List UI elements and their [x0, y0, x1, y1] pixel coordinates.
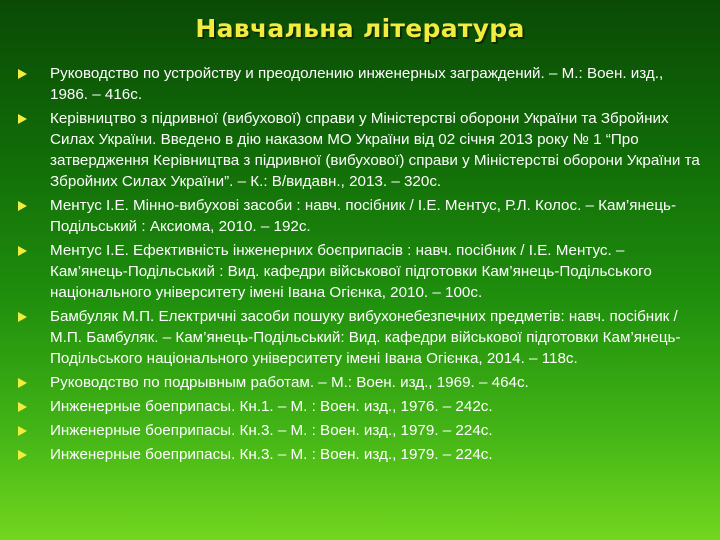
triangle-bullet-icon: [18, 201, 27, 211]
reference-list: [14, 63, 700, 468]
triangle-bullet-icon: [18, 246, 27, 256]
reference-text: Керівництво з підривної (вибухової) справи у Міністерстві оборони України та Збройних Силах України. Введено в дію наказом МО України від 02 січня 2013 року № 1 “Про затвердження Керівництва з підривної (вибухової) справи у Міністерстві оборони України та Збройних Силах України”. – К.: В/видавн., 2013. – 320с.: [50, 110, 700, 190]
triangle-bullet-icon: [18, 378, 27, 388]
reference-text: Руководство по устройству и преодолению инженерных заграждений. – М.: Воен. изд., 1986. – 416с.: [50, 65, 664, 103]
triangle-bullet-icon: [18, 114, 27, 124]
reference-text: Бамбуляк М.П. Електричні засоби пошуку вибухонебезпечних предметів: навч. посібник / М.П. Бамбуляк. – Кам’янець-Подільський: Вид. кафедри військової підготовки Кам’янець-Подільського національного університету імені Івана Огієнка, 2014. – 118с.: [50, 308, 681, 367]
reference-item: [14, 195, 700, 237]
triangle-bullet-icon: [18, 450, 27, 460]
triangle-bullet-icon: [18, 312, 27, 322]
reference-item: [14, 420, 700, 441]
reference-item: [14, 240, 700, 303]
triangle-bullet-icon: [18, 69, 27, 79]
reference-item: [14, 396, 700, 417]
triangle-bullet-icon: [18, 426, 27, 436]
triangle-bullet-icon: [18, 402, 27, 412]
reference-text: Инженерные боеприпасы. Кн.3. – М. : Воен. изд., 1979. – 224с.: [50, 446, 493, 463]
reference-item: [14, 306, 700, 369]
slide-title: Навчальна література: [195, 14, 525, 43]
reference-text: Ментус І.Е. Ефективність інженерних боєприпасів : навч. посібник / І.Е. Ментус. – Кам’янець-Подільський : Вид. кафедри військової підготовки Кам’янець-Подільського національного університету імені Івана Огієнка, 2010. – 100с.: [50, 242, 652, 301]
reference-text: Ментус І.Е. Мінно-вибухові засоби : навч. посібник / І.Е. Ментус, Р.Л. Колос. – Кам’янець-Подільський : Аксиома, 2010. – 192с.: [50, 197, 677, 235]
reference-text: Инженерные боеприпасы. Кн.1. – М. : Воен. изд., 1976. – 242с.: [50, 398, 493, 415]
reference-item: [14, 63, 700, 105]
reference-item: [14, 108, 700, 192]
reference-item: [14, 444, 700, 465]
reference-item: [14, 372, 700, 393]
reference-text: Инженерные боеприпасы. Кн.3. – М. : Воен. изд., 1979. – 224с.: [50, 422, 493, 439]
reference-text: Руководство по подрывным работам. – М.: Воен. изд., 1969. – 464с.: [50, 374, 529, 391]
